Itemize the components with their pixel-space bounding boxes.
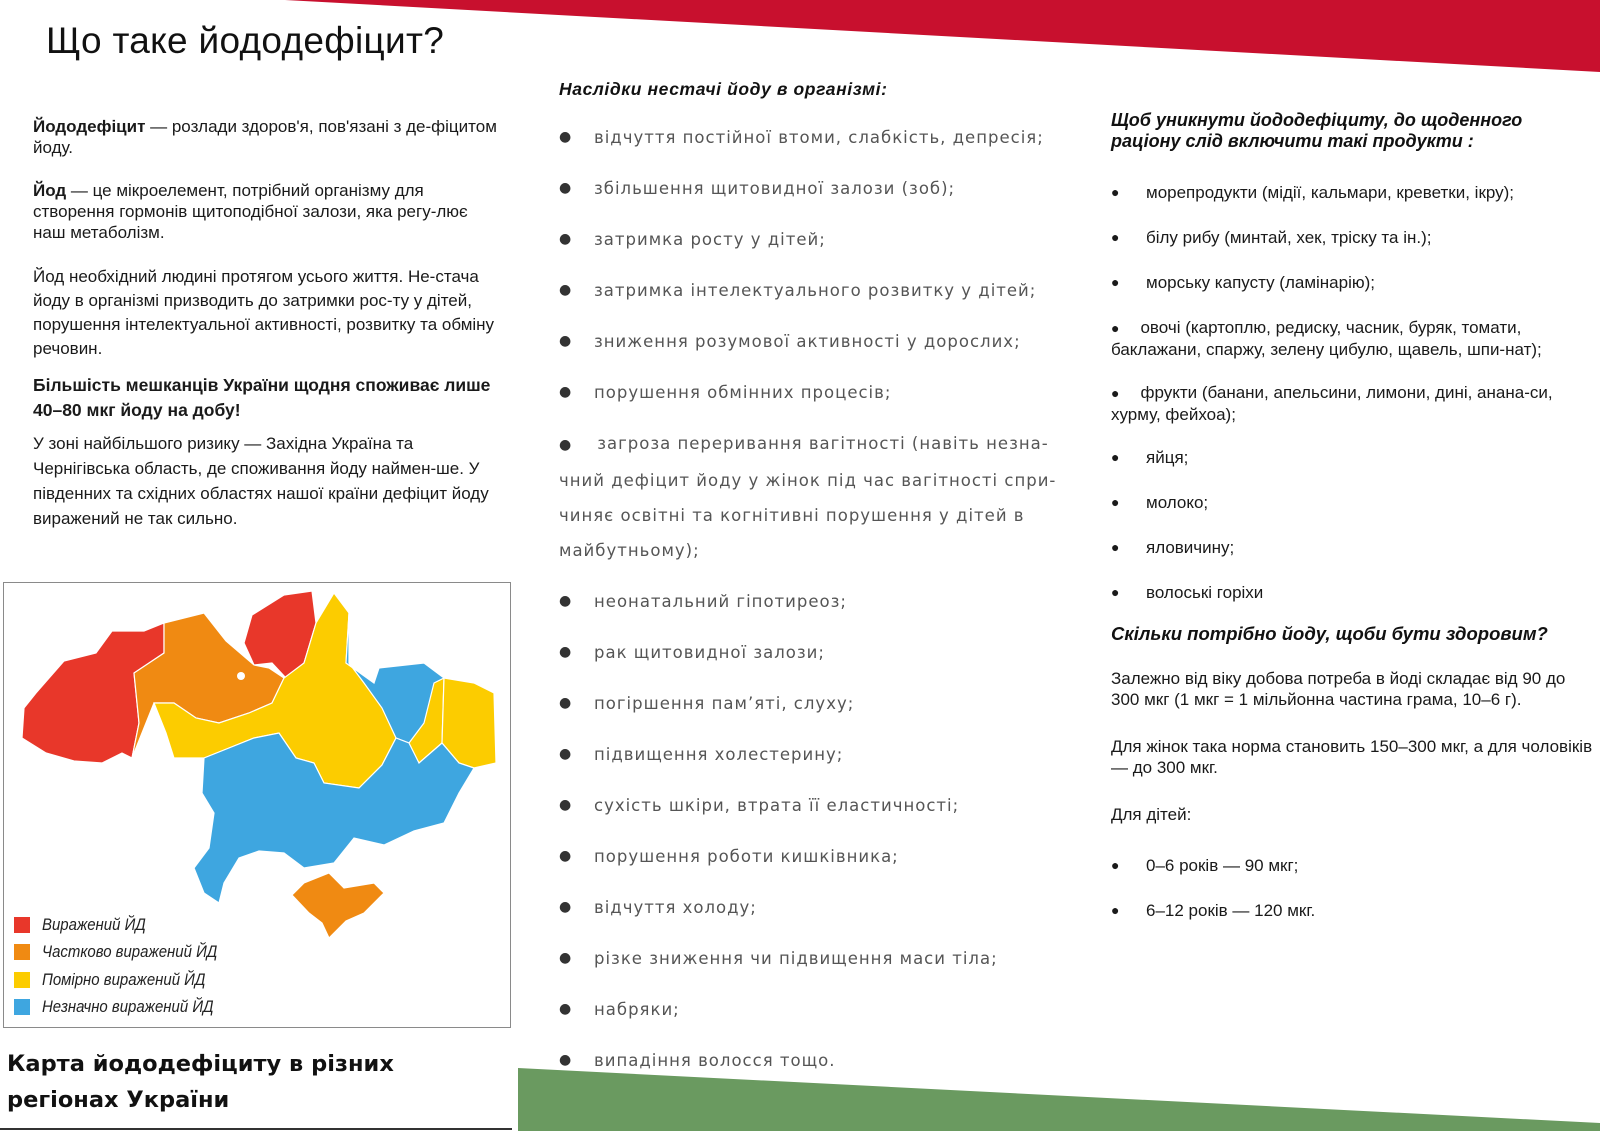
need-heading: Скільки потрібно йоду, щоби бути здоровим?: [1111, 623, 1548, 644]
iodine-need-paragraph: Йод необхідний людині протягом усього життя. Не-стача йоду в організмі призводить до затримки рос-ту у дітей, порушення інтелектуальної активності, розвитку та обміну речовин.: [33, 267, 495, 358]
list-item-text: білу рибу (минтай, хек, тріску та ін.);: [1146, 228, 1432, 247]
legend-item: [14, 911, 241, 939]
list-item: [559, 941, 1059, 976]
bullet-icon: ●: [1111, 229, 1120, 245]
bullet-icon: ●: [1111, 385, 1120, 401]
list-item: [1111, 182, 1596, 203]
consequences-section: [559, 79, 1059, 1094]
list-item-text: волоські горіхи: [1146, 583, 1264, 602]
list-item-text: 0–6 років — 90 мкг;: [1146, 856, 1299, 875]
list-item: [1111, 537, 1596, 558]
list-item: [1111, 492, 1596, 513]
list-item-text: різке зниження чи підвищення маси тіла;: [594, 949, 998, 968]
list-item: [559, 222, 1059, 257]
bullet-icon: ●: [1111, 184, 1120, 200]
list-item-text: овочі (картоплю, редиску, часник, буряк, томати, баклажани, спаржу, зелену цибулю, щавель, шпи-нат);: [1111, 318, 1542, 359]
consumption-note: Більшість мешканців України щодня споживає лише 40–80 мкг йоду на добу!: [33, 375, 491, 420]
foods-heading: Щоб уникнути йододефіциту, до щоденного раціону слід включити такі продукти :: [1111, 110, 1523, 151]
legend-label: Помірно виражений ЙД: [42, 969, 206, 989]
list-item: [559, 737, 1059, 772]
bullet-icon: ●: [1111, 449, 1120, 465]
page-title: Що таке йододефіцит?: [46, 20, 445, 61]
list-item-text: яйця;: [1146, 448, 1189, 467]
list-item: [559, 839, 1059, 874]
foods-list: [1111, 182, 1596, 603]
bullet-icon: ●: [559, 437, 573, 453]
adult-norm-paragraph: Для жінок така норма становить 150–300 мкг, а для чоловіків — до 300 мкг.: [1111, 737, 1593, 777]
list-item: [559, 171, 1059, 206]
bullet-icon: ●: [1111, 274, 1120, 290]
list-item-text: 6–12 років — 120 мкг.: [1146, 901, 1316, 920]
legend-swatch-blue: [14, 999, 30, 1015]
bullet-icon: ●: [1111, 857, 1120, 873]
legend-label: Частково виражений ЙД: [42, 942, 218, 962]
caption-divider: [0, 1128, 512, 1130]
bullet-icon: ●: [559, 848, 573, 864]
list-item-text: відчуття постійної втоми, слабкість, депресія;: [594, 128, 1044, 147]
bullet-icon: ●: [559, 950, 573, 966]
list-item-text: збільшення щитовидної залози (зоб);: [594, 179, 956, 198]
recommendations-section: [1111, 110, 1596, 945]
daily-need-paragraph: Залежно від віку добова потреба в йоді складає від 90 до 300 мкг (1 мкг = 1 мільйонна частина грама, 10–6 г).: [1111, 669, 1566, 709]
bullet-icon: ●: [559, 1052, 573, 1068]
bullet-icon: ●: [559, 333, 573, 349]
list-item: [559, 426, 1059, 568]
map-legend: [14, 911, 241, 1021]
bullet-icon: ●: [559, 695, 573, 711]
bullet-icon: ●: [559, 282, 573, 298]
legend-swatch-yellow: [14, 972, 30, 988]
risk-zone-paragraph: У зоні найбільшого ризику — Західна Україна та Чернігівська область, де споживання йоду наймен-ше. У південних та східних областях нашої країни дефіцит йоду виражений не так сильно.: [33, 434, 489, 528]
bullet-icon: ●: [1111, 320, 1120, 336]
list-item: [1111, 900, 1596, 921]
list-item: [559, 584, 1059, 619]
definition-text: — це мікроелемент, потрібний організму для створення гормонів щитоподібної залози, яка регу-лює наш метаболізм.: [33, 181, 468, 242]
iodine-deficiency-definition: [33, 116, 503, 158]
list-item-text: погіршення пам’яті, слуху;: [594, 694, 855, 713]
list-item: [559, 890, 1059, 925]
list-item: [559, 273, 1059, 308]
list-item: [559, 324, 1059, 359]
bullet-icon: ●: [559, 644, 573, 660]
list-item: [1111, 317, 1596, 360]
list-item: [1111, 447, 1596, 468]
list-item: [1111, 855, 1596, 876]
list-item: [559, 1043, 1059, 1078]
list-item-text: порушення роботи кишківника;: [594, 847, 899, 866]
list-item: [1111, 382, 1596, 425]
iodine-definition: [33, 180, 503, 243]
legend-label: Незначно виражений ЙД: [42, 997, 214, 1017]
bullet-icon: ●: [559, 180, 573, 196]
consequences-list: [559, 120, 1059, 1078]
bullet-icon: ●: [559, 384, 573, 400]
list-item: [559, 992, 1059, 1027]
bullet-icon: ●: [559, 231, 573, 247]
list-item: [559, 375, 1059, 410]
children-label: Для дітей:: [1111, 805, 1192, 824]
list-item: [559, 120, 1059, 155]
list-item-text: відчуття холоду;: [594, 898, 757, 917]
list-item-text: яловичину;: [1146, 538, 1235, 557]
list-item-text: затримка росту у дітей;: [594, 230, 826, 249]
list-item-text: підвищення холестерину;: [594, 745, 844, 764]
list-item: [1111, 582, 1596, 603]
term-iodine-deficiency: Йододефіцит: [33, 117, 146, 136]
definition-text: — розлади здоров'я, пов'язані з де-фіцитом йоду.: [33, 117, 497, 157]
list-item-text: затримка інтелектуального розвитку у дітей;: [594, 281, 1037, 300]
bullet-icon: ●: [1111, 902, 1120, 918]
bullet-icon: ●: [1111, 539, 1120, 555]
list-item: [559, 686, 1059, 721]
consequences-heading: Наслідки нестачі йоду в організмі:: [559, 79, 888, 99]
legend-swatch-orange: [14, 944, 30, 960]
list-item-text: морепродукти (мідії, кальмари, креветки, ікру);: [1146, 183, 1515, 202]
list-item: [559, 788, 1059, 823]
children-norms-list: [1111, 855, 1596, 921]
legend-swatch-red: [14, 917, 30, 933]
bullet-icon: ●: [559, 129, 573, 145]
list-item-text: рак щитовидної залози;: [594, 643, 825, 662]
bullet-icon: ●: [559, 797, 573, 813]
list-item-text: неонатальний гіпотиреоз;: [594, 592, 847, 611]
list-item-text: загроза переривання вагітності (навіть незна-чний дефіцит йоду у жінок під час вагітності спри-чиняє освітні та когнітивні порушення у дітей в майбутньому);: [559, 434, 1057, 560]
bullet-icon: ●: [559, 899, 573, 915]
list-item: [559, 635, 1059, 670]
bullet-icon: ●: [559, 593, 573, 609]
bullet-icon: ●: [559, 1001, 573, 1017]
list-item-text: морську капусту (ламінарію);: [1146, 273, 1375, 292]
intro-section: [33, 116, 503, 553]
list-item-text: випадіння волосся тощо.: [594, 1051, 836, 1070]
legend-item: [14, 966, 241, 994]
bullet-icon: ●: [559, 746, 573, 762]
bullet-icon: ●: [1111, 494, 1120, 510]
list-item: [1111, 272, 1596, 293]
list-item-text: молоко;: [1146, 493, 1209, 512]
list-item-text: набряки;: [594, 1000, 680, 1019]
term-iodine: Йод: [33, 181, 67, 200]
deficiency-map: [3, 582, 511, 1028]
legend-item: [14, 939, 241, 967]
list-item-text: зниження розумової активності у дорослих;: [594, 332, 1021, 351]
list-item: [1111, 227, 1596, 248]
map-caption: Карта йододефіциту в різних регіонах України: [7, 1051, 394, 1113]
bullet-icon: ●: [1111, 584, 1120, 600]
legend-item: [14, 994, 241, 1022]
legend-label: Виражений ЙД: [42, 914, 146, 934]
list-item-text: фрукти (банани, апельсини, лимони, дині, анана-си, хурму, фейхоа);: [1111, 383, 1553, 424]
list-item-text: порушення обмінних процесів;: [594, 383, 892, 402]
list-item-text: сухість шкіри, втрата її еластичності;: [594, 796, 960, 815]
